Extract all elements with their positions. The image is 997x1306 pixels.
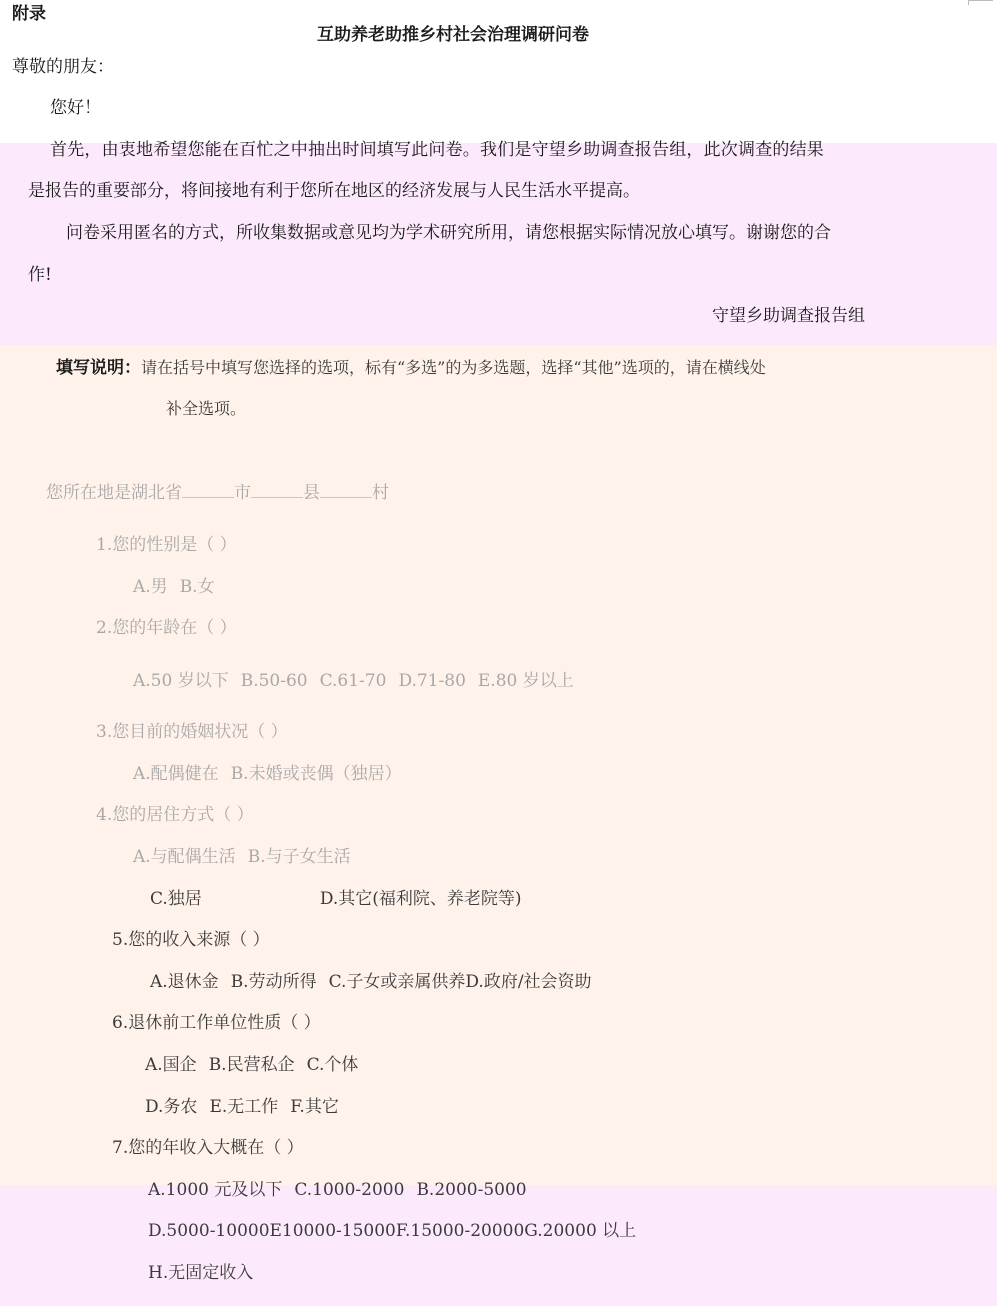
question-7: 7.您的年收入大概在（ ）	[112, 1138, 304, 1158]
county-blank[interactable]	[251, 481, 303, 498]
option[interactable]: D.政府/社会资助	[465, 972, 592, 992]
page-corner-mark	[968, 0, 993, 5]
option[interactable]: D.其它(福利院、养老院等)	[319, 889, 522, 909]
option[interactable]: D.71-80	[398, 671, 466, 691]
option[interactable]: A.50 岁以下	[133, 671, 229, 691]
question-1-options	[133, 576, 215, 598]
option[interactable]: D.5000-10000	[148, 1221, 270, 1241]
location-prefix: 您所在地是湖北省	[46, 483, 182, 503]
city-label: 市	[234, 483, 251, 503]
hello-line: 您好！	[50, 98, 101, 118]
option[interactable]: A.男	[133, 577, 168, 597]
question-4-options-line-1	[133, 846, 351, 868]
city-blank[interactable]	[182, 481, 234, 498]
village-label: 村	[372, 483, 389, 503]
instructions-line-1	[56, 357, 766, 379]
option[interactable]: B.50-60	[240, 671, 308, 691]
question-1: 1.您的性别是（ ）	[96, 535, 237, 555]
option[interactable]: B.与子女生活	[247, 847, 351, 867]
privacy-paragraph-line-2: 作!	[28, 265, 52, 285]
question-5-options	[150, 971, 592, 993]
option[interactable]: E10000-15000F.15000-20000	[269, 1221, 525, 1241]
option[interactable]: A.与配偶生活	[133, 847, 236, 867]
option[interactable]: F.其它	[290, 1097, 339, 1117]
option[interactable]: A.1000 元及以下	[148, 1180, 283, 1200]
option[interactable]: A.配偶健在	[133, 764, 219, 784]
background-band-pink-lower	[0, 1185, 997, 1306]
greeting: 尊敬的朋友：	[12, 57, 114, 77]
option[interactable]: C.独居	[150, 889, 202, 909]
question-2: 2.您的年龄在（ ）	[96, 618, 237, 638]
question-4: 4.您的居住方式（ ）	[96, 805, 254, 825]
instructions-label: 填写说明：	[56, 358, 141, 378]
question-7-options-line-3	[148, 1262, 253, 1284]
option[interactable]: E.80 岁以上	[477, 671, 574, 691]
document-title: 互助养老助推乡村社会治理调研问卷	[317, 25, 589, 45]
option[interactable]: C.个体	[306, 1055, 359, 1075]
option[interactable]: H.无固定收入	[148, 1263, 254, 1283]
option[interactable]: B.未婚或丧偶（独居）	[230, 764, 402, 784]
question-2-options	[133, 670, 574, 692]
option[interactable]: G.20000 以上	[524, 1221, 637, 1241]
option[interactable]: C.1000-2000	[294, 1180, 405, 1200]
question-5: 5.您的收入来源（ ）	[112, 930, 270, 950]
option[interactable]: B.民营私企	[208, 1055, 295, 1075]
intro-paragraph-line-1: 首先，由衷地希望您能在百忙之中抽出时间填写此问卷。我们是守望乡助调查报告组，此次调查的结果	[50, 140, 824, 160]
option[interactable]: B.女	[179, 577, 215, 597]
question-6: 6.退休前工作单位性质（ ）	[112, 1013, 321, 1033]
question-7-options-line-1	[148, 1179, 527, 1201]
question-3: 3.您目前的婚姻状况（ ）	[96, 722, 288, 742]
option[interactable]: A.退休金	[150, 972, 219, 992]
privacy-paragraph-line-1: 问卷采用匿名的方式，所收集数据或意见均为学术研究所用，请您根据实际情况放心填写。谢谢您的合	[66, 223, 831, 243]
option[interactable]: C.子女或亲属供养	[328, 972, 466, 992]
question-6-options-line-2	[145, 1096, 339, 1118]
option[interactable]: A.国企	[145, 1055, 197, 1075]
county-label: 县	[303, 483, 320, 503]
village-blank[interactable]	[320, 481, 372, 498]
option[interactable]: D.务农	[145, 1097, 198, 1117]
question-3-options	[133, 763, 402, 785]
question-6-options-line-1	[145, 1054, 358, 1076]
location-line	[46, 481, 389, 504]
appendix-label: 附录	[12, 4, 46, 24]
option[interactable]: B.2000-5000	[416, 1180, 527, 1200]
option[interactable]: B.劳动所得	[230, 972, 317, 992]
instructions-text: 请在括号中填写您选择的选项，标有“多选”的为多选题，选择“其他”选项的，请在横线处	[141, 358, 766, 377]
instructions-line-2: 补全选项。	[166, 399, 247, 418]
signature: 守望乡助调查报告组	[712, 306, 865, 326]
intro-paragraph-line-2: 是报告的重要部分，将间接地有利于您所在地区的经济发展与人民生活水平提高。	[28, 181, 640, 201]
option[interactable]: E.无工作	[209, 1097, 279, 1117]
question-7-options-line-2	[148, 1220, 636, 1242]
question-4-options-line-2	[150, 888, 522, 910]
option[interactable]: C.61-70	[319, 671, 387, 691]
